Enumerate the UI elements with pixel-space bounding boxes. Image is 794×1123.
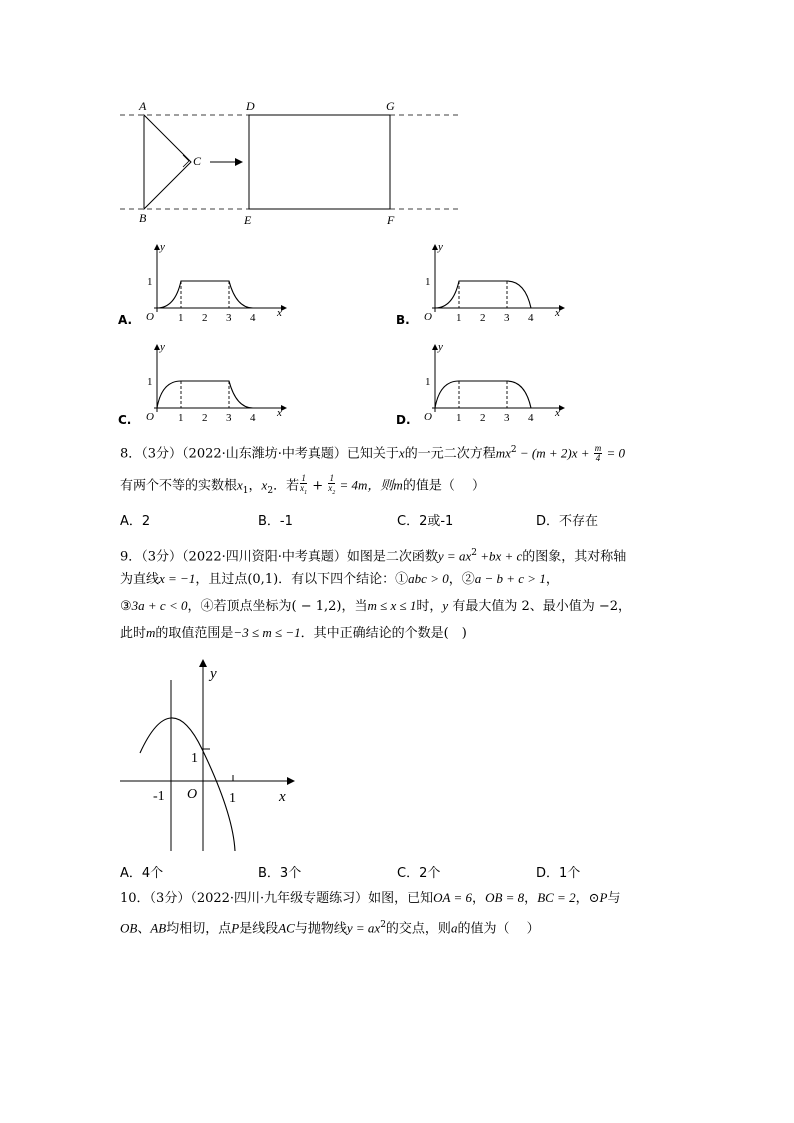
label-g: G [386,99,395,113]
origin-label: O [424,411,432,423]
x-label: x [277,307,282,319]
q8-option-b[interactable]: B．-1 [258,514,293,529]
x-label: x [555,307,560,319]
x-tick-label: 3 [504,312,510,324]
x-tick-label: 2 [202,412,208,424]
y-label: y [160,341,165,353]
q9-one-x: 1 [229,791,236,806]
x-label: x [555,407,560,419]
q8-mid: 的一元二次方程 [404,446,496,462]
origin-label: O [146,411,154,423]
q9-option-b[interactable]: B．3个 [258,866,302,881]
y-label: y [438,241,443,253]
label-b: B [139,211,147,225]
q8-eq-a: mx [495,445,511,461]
x-axis-arrow [281,405,287,411]
label-e: E [244,213,252,227]
q9-option-a[interactable]: A．4个 [120,866,164,881]
x-tick-label: 4 [250,312,256,324]
q9-y-label: y [210,666,217,682]
curve [157,281,253,308]
q8-option-d[interactable]: D．不存在 [536,514,599,529]
option-graph-d [418,340,578,430]
q10-line2: OB、AB均相切，点P是线段AC与抛物线$y = ax^2$的交点，则a的值为（ ） [120,920,540,937]
x-axis-arrow [559,405,565,411]
curve [435,381,531,408]
q8-eq-c: = 0 [603,445,626,461]
arrow-head [235,158,243,166]
origin-label: O [424,311,432,323]
y-tick-label: 1 [425,376,431,388]
y-label: y [160,241,165,253]
q9-x-label: x [279,789,286,805]
option-label-a[interactable]: A. [118,313,133,327]
q9-line4: 此时m的取值范围是−3 ≤ m ≤ −1．其中正确结论的个数是( ) [120,625,467,641]
q8-line2: 有两个不等的实数根$x_1$，$x_2$．若 $\frac{1}{x_1}$ + $\frac{1}{x_2}$ = 4m，则m的值是（ ） [120,473,485,496]
q9-line3: ③3a + c < 0，④若顶点坐标为( − 1,2)，当m ≤ x ≤ 1时，y 有最大值为 2、最小值为 −2， [120,598,632,614]
x-axis-arrow [281,305,287,311]
label-a: A [139,99,147,113]
option-label-b[interactable]: B. [396,313,410,327]
q8-sup: 2 [510,445,517,455]
option-label-c[interactable]: C. [118,413,132,427]
option-graph-c [140,340,300,430]
q9-x-arrow [287,777,295,785]
option-graph-a [140,240,300,330]
label-c: C [193,154,202,168]
curve [435,281,531,308]
q8-option-a[interactable]: A．2 [120,514,151,529]
q9-one-y: 1 [191,751,198,766]
x-tick-label: 3 [226,412,232,424]
x-tick-label: 3 [504,412,510,424]
x-tick-label: 2 [480,312,486,324]
geometry-figure [115,95,475,230]
x-label: x [277,407,282,419]
q9-origin: O [187,787,198,802]
q9-option-d[interactable]: D．1个 [536,866,581,881]
label-d: D [246,99,255,113]
x-tick-label: 4 [528,412,534,424]
q10-line1: 10．（3分）（2022·四川·九年级专题练习）如图，已知OA = 6，OB = 8，BC = 2，⊙P与 [120,890,621,906]
label-f: F [387,213,395,227]
q9-line1: 9．（3分）（2022·四川资阳·中考真题）如图是二次函数$y = ax^2 +bx + c$的图象，其对称轴 [120,548,627,565]
y-label: y [438,341,443,353]
x-tick-label: 1 [456,312,462,324]
q9-neg1: -1 [153,789,165,804]
y-tick-label: 1 [425,276,431,288]
x-tick-label: 1 [456,412,462,424]
q9-parabola-graph [115,655,305,855]
q8-option-c[interactable]: C．2或-1 [397,514,454,529]
x-tick-label: 3 [226,312,232,324]
x-tick-label: 1 [178,312,184,324]
x-tick-label: 4 [528,312,534,324]
q8-frac: $\frac{m}{4}$ [594,443,602,464]
curve [157,381,253,408]
rectangle-degf [249,115,390,209]
q8-eq-b: − (m + 2)x + [516,445,593,461]
x-tick-label: 2 [202,312,208,324]
q8-x: x [398,445,405,461]
q9-y-arrow [199,659,207,667]
q9-line2: 为直线x = −1，且过点(0,1)．有以下四个结论：①abc > 0，②a − b + c > 1， [120,571,559,587]
y-tick-label: 1 [147,276,153,288]
q9-parabola [140,718,235,851]
q8-frac-1: $\frac{1}{x_1}$ [300,473,308,496]
q8-prefix: 8．（3分）（2022·山东潍坊·中考真题）已知关于 [120,446,399,462]
x-tick-label: 2 [480,412,486,424]
x-tick-label: 4 [250,412,256,424]
option-graph-b [418,240,578,330]
q8-frac-2: $\frac{1}{x_2}$ [328,473,336,496]
q9-option-c[interactable]: C．2个 [397,866,441,881]
origin-label: O [146,311,154,323]
x-axis-arrow [559,305,565,311]
option-label-d[interactable]: D. [396,413,411,427]
q8-line1 [120,441,625,463]
y-tick-label: 1 [147,376,153,388]
triangle-abc [144,115,191,209]
x-tick-label: 1 [178,412,184,424]
